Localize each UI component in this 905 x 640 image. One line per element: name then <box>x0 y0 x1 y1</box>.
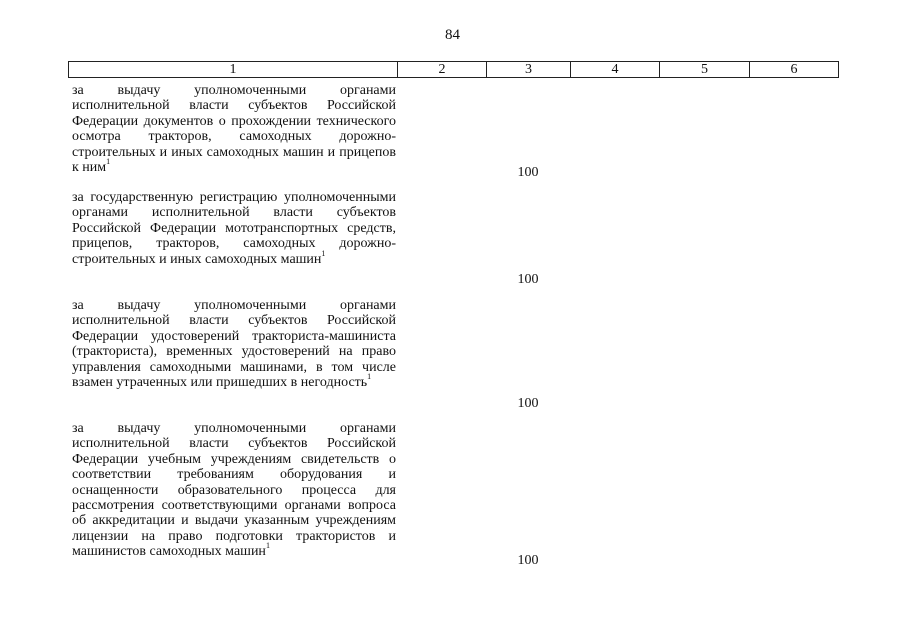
fee-description <box>72 421 396 560</box>
fee-description-text: за выдачу уполномоченными органами исполнительной власти субъектов Российской Федерации документов о прохождении технического осмотра тракторов, самоходных дорожно-строительных и иных самоходных машин и прицепов к ним <box>72 83 396 176</box>
fee-amount: 100 <box>517 165 539 180</box>
fee-description <box>72 190 396 267</box>
fee-description-text: за государственную регистрацию уполномоченными органами исполнительной власти субъектов Российской Федерации мототранспортных средств, прицепов, тракторов, самоходных дорожно-строительных и иных самоходных машин <box>72 190 396 267</box>
fee-description-text: за выдачу уполномоченными органами исполнительной власти субъектов Российской Федерации удостоверений тракториста-машиниста (тракториста), временных удостоверений на право управления самоходными машинами, в том числе взамен утраченных или пришедших в негодность <box>72 298 396 391</box>
fee-amount: 100 <box>517 396 539 411</box>
page-number: 84 <box>445 27 460 43</box>
fee-description <box>72 298 396 390</box>
fee-description-text: за выдачу уполномоченными органами исполнительной власти субъектов Российской Федерации учебным учреждениям свидетельств о соответствии требованиям оборудования и оснащенности образовательного процесса для рассмотрения соответствующими органами вопроса об аккредитации и выдачи указанным учреждениям лицензии на право подготовки трактористов и машинистов самоходных машин <box>72 421 396 560</box>
footnote-marker: 1 <box>265 541 270 551</box>
column-header-5: 5 <box>660 62 750 78</box>
column-header-4: 4 <box>571 62 660 78</box>
column-header-row <box>69 62 839 78</box>
fee-amount: 100 <box>517 553 539 568</box>
footnote-marker: 1 <box>321 248 326 258</box>
footnote-marker: 1 <box>367 372 372 382</box>
column-header-3: 3 <box>487 62 571 78</box>
fee-amount: 100 <box>517 272 539 287</box>
column-header-6: 6 <box>750 62 839 78</box>
footnote-marker: 1 <box>106 157 111 167</box>
column-header-table <box>68 61 839 78</box>
column-header-1: 1 <box>69 62 398 78</box>
column-header-2: 2 <box>398 62 487 78</box>
fee-description <box>72 83 396 175</box>
